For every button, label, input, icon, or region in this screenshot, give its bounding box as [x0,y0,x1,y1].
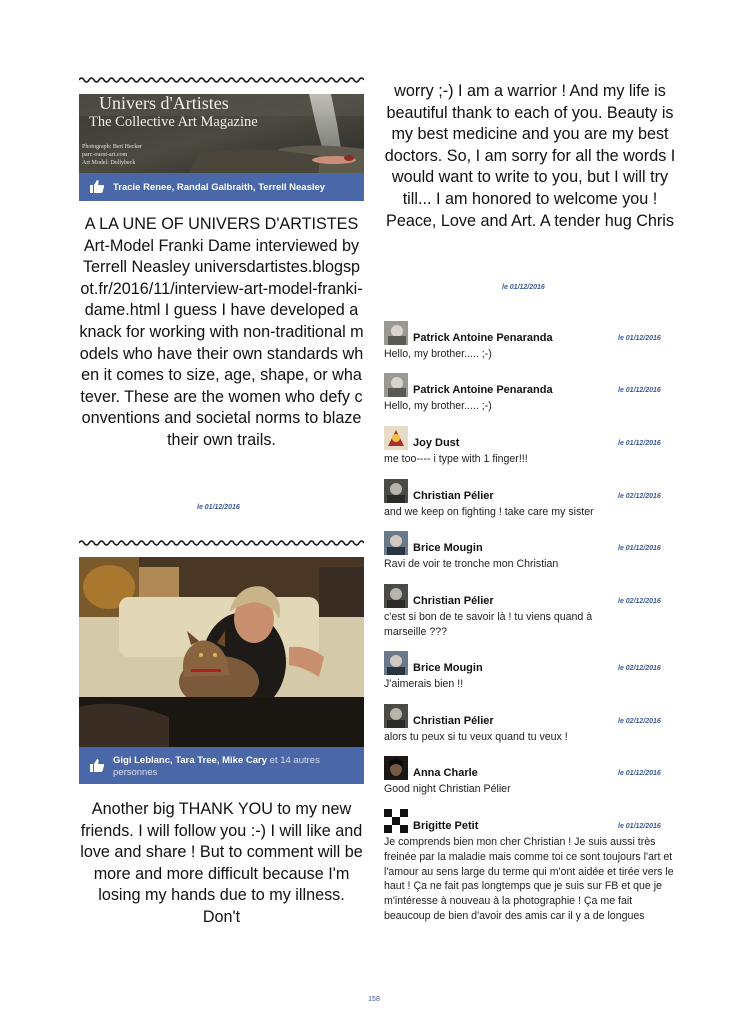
post-date: le 01/12/2016 [502,284,545,291]
comment-text: alors tu peux si tu veux quand tu veux ! [384,731,568,743]
comment [384,704,684,744]
comment-author[interactable]: Brice Mougin [413,542,483,554]
thumbs-up-icon [89,179,105,197]
likes-names-list[interactable]: Gigi Leblanc, Tara Tree, Mike Cary [113,755,267,766]
wavy-divider [79,539,364,547]
comment-author[interactable]: Anna Charle [413,767,478,779]
comment-author[interactable]: Brice Mougin [413,662,483,674]
comment [384,651,684,691]
comment-date: le 01/12/2016 [618,335,661,342]
comment-date: le 01/12/2016 [618,823,661,830]
comment-date: le 01/12/2016 [618,545,661,552]
comment [384,321,684,361]
post-text: Another big THANK YOU to my new friends. I will follow you :-) I will like and love and share ! But to comment will be more and more difficult because I'm losing my hands due to my illness. Don't [80,800,363,926]
comment-date: le 01/12/2016 [618,387,661,394]
post-photo-man-with-cat[interactable] [79,557,364,747]
comment-author[interactable]: Christian Pélier [413,490,494,502]
avatar[interactable] [384,426,408,450]
page-number: 158 [368,996,380,1003]
comment [384,584,684,639]
comment-author[interactable]: Christian Pélier [413,595,494,607]
comment [384,809,684,944]
comment-author[interactable]: Brigitte Petit [413,820,479,832]
comment-date: le 01/12/2016 [618,440,661,447]
comment [384,756,684,796]
wavy-divider [79,76,364,84]
comment-text: and we keep on fighting ! take care my sister [384,506,594,518]
comment-date: le 02/12/2016 [618,718,661,725]
avatar[interactable] [384,651,408,675]
thumbs-up-icon [89,758,105,776]
comment-date: le 02/12/2016 [618,598,661,605]
comment-text: Hello, my brother..... ;-) [384,348,492,360]
comment [384,479,684,519]
post-likes-bar[interactable] [79,173,364,201]
comment-text: c'est si bon de te savoir là ! tu viens quand à marseille ??? [384,611,593,638]
comment-author[interactable]: Patrick Antoine Penaranda [413,384,553,396]
comment [384,373,684,413]
post-text: A LA UNE OF UNIVERS D'ARTISTES Art-Model Franki Dame interviewed by Terrell Neasley universdartistes.blogspot.fr/2016/11/interview-art-model-franki-dame.html I guess I have developed a knack for working with non-traditional models who have their own standards when it comes to size, age, shape, or whatever. These are the women who defy conventions and societal norms to blaze their own trails. [79,215,364,449]
comment-author[interactable]: Christian Pélier [413,715,494,727]
magazine-title: Univers d'Artistes [99,94,229,113]
comment-text: Good night Christian Pélier [384,783,511,795]
avatar[interactable] [384,584,408,608]
comment-text: Je comprends bien mon cher Christian ! Je suis aussi très freinée par la maladie mais comme toi ce sont toujours l'art et l'amour au sens large du terme qui m'ont aidée et tirée vers le haut ! Ça ne fait pas longtemps que je suis sur FB et que je m'intéresse à nouveau à la photographie ! Ça me fait beaucoup de bien d'avoir des amis car il y a de longues [384,836,674,922]
comment-author[interactable]: Joy Dust [413,437,460,449]
likes-names[interactable]: Tracie Renee, Randal Galbraith, Terrell Neasley [113,182,326,193]
avatar[interactable] [384,531,408,555]
avatar[interactable] [384,321,408,345]
likes-names[interactable] [113,755,353,779]
post-date: le 01/12/2016 [197,504,240,511]
comment-text: Hello, my brother..... ;-) [384,400,492,412]
post-likes-bar[interactable] [79,747,364,784]
avatar[interactable] [384,704,408,728]
comment-author[interactable]: Patrick Antoine Penaranda [413,332,553,344]
comment [384,531,684,571]
likes-more-link[interactable]: et 14 autres personnes [113,755,320,778]
photo-credit-1: Photograph: Bert Hecker [82,144,142,150]
photo-credit-2: parc-ouest-art.com [82,152,128,158]
comment-text: J'aimerais bien !! [384,678,464,690]
photo-credit-3: Art Model: Dollybeck [82,160,136,166]
avatar[interactable] [384,809,408,833]
avatar[interactable] [384,373,408,397]
comment-text: Ravi de voir te tronche mon Christian [384,558,559,570]
avatar[interactable] [384,479,408,503]
magazine-subtitle: The Collective Art Magazine [89,114,258,130]
comment-text: me too---- i type with 1 finger!!! [384,453,528,465]
comment-date: le 02/12/2016 [618,493,661,500]
comment-date: le 01/12/2016 [618,770,661,777]
post-text-continuation: worry ;-) I am a warrior ! And my life is beautiful thank to each of you. Beauty is my best medicine and you are my best doctors. So, I am sorry for all the words I would want to write to you, but I will try till... I am honored to welcome you ! Peace, Love and Art. A tender hug Chris [384,82,676,230]
comment-date: le 02/12/2016 [618,665,661,672]
post-image-magazine-banner[interactable] [79,94,364,173]
avatar[interactable] [384,756,408,780]
comment [384,426,684,466]
